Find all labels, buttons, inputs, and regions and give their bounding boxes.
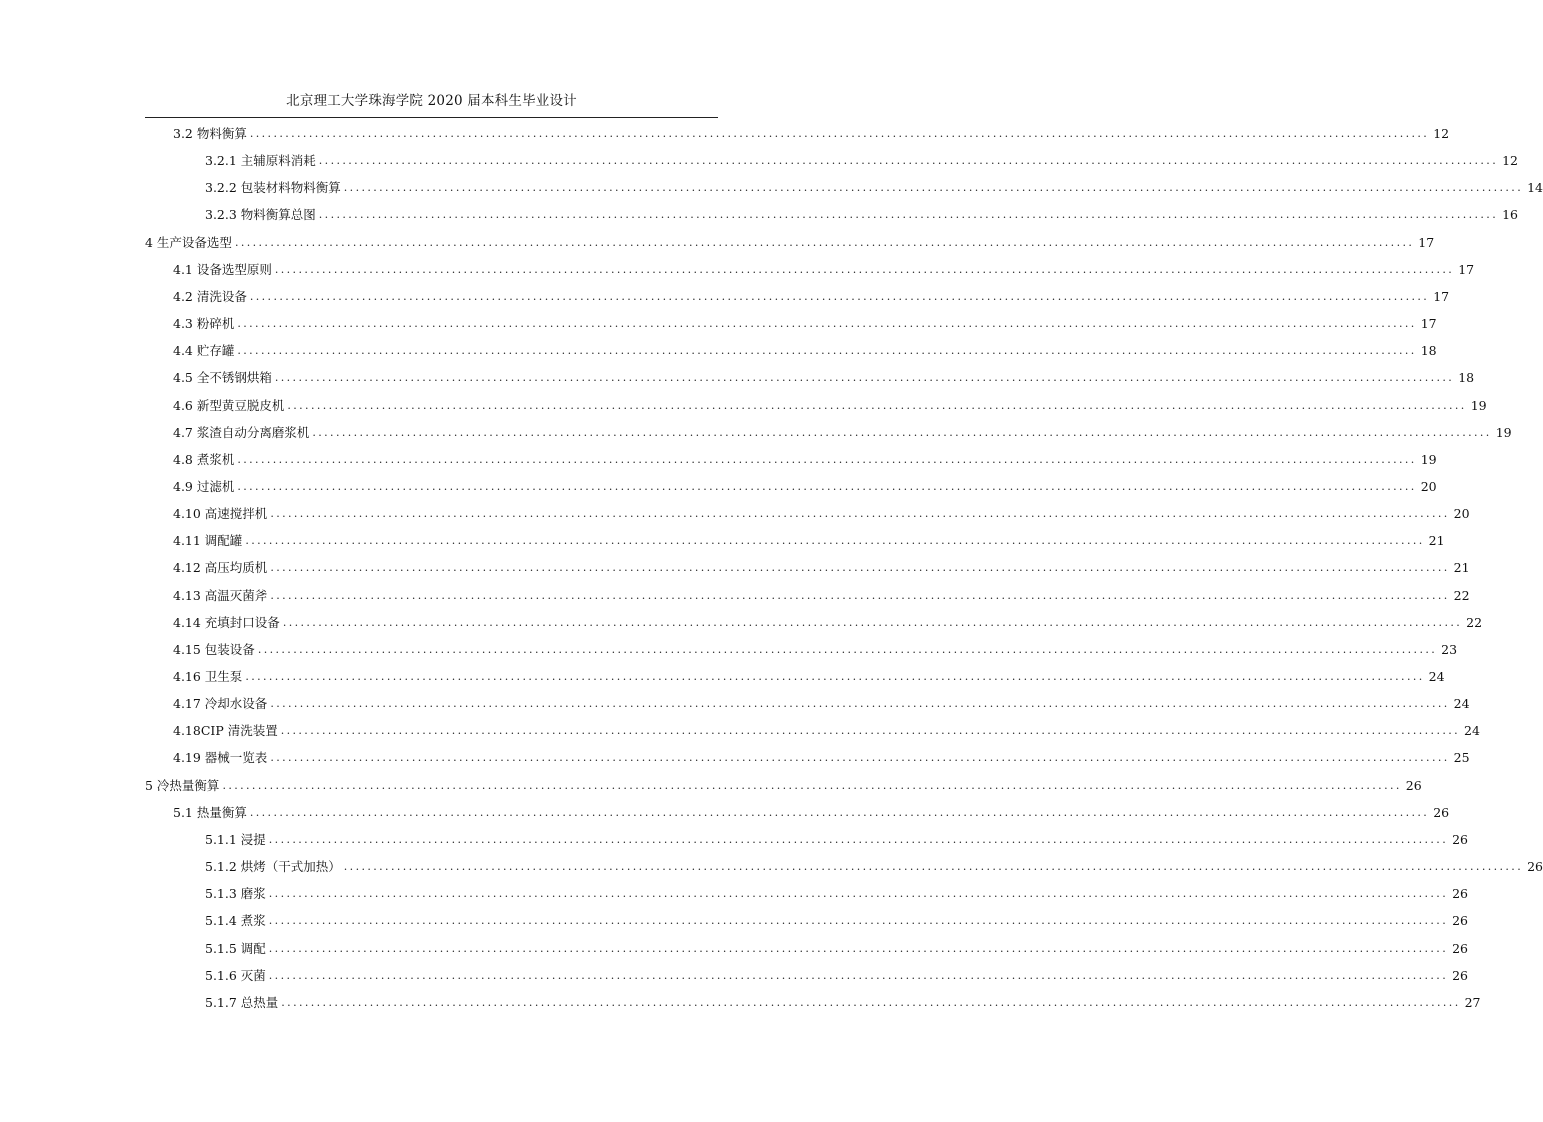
toc-entry-page-number: 26: [1527, 859, 1543, 875]
toc-entry-page-number: 17: [1418, 234, 1435, 250]
toc-entry-title: 4.9 过滤机: [173, 478, 235, 494]
toc-entry-page-number: 18: [1420, 343, 1437, 359]
toc-entry-page-number: 26: [1452, 967, 1469, 983]
toc-entry[interactable]: [205, 151, 1519, 171]
toc-entry[interactable]: [173, 721, 1480, 741]
toc-entry[interactable]: [173, 396, 1487, 416]
toc-entry-page-number: 19: [1420, 451, 1437, 467]
toc-entry[interactable]: [173, 368, 1475, 388]
toc-entry[interactable]: [173, 477, 1437, 497]
toc-dot-leader: ........................................................................................................................................................................................................: [274, 371, 1455, 385]
toc-entry-page-number: 19: [1470, 397, 1487, 413]
toc-entry-page-number: 26: [1405, 777, 1422, 793]
toc-entry-title: 4.6 新型黄豆脱皮机: [173, 397, 285, 413]
toc-dot-leader: ........................................................................................................................................................................................................: [343, 860, 1524, 874]
toc-entry[interactable]: [205, 884, 1469, 904]
toc-entry[interactable]: [205, 911, 1469, 931]
page-header: 北京理工大学珠海学院 2020 届本科生毕业设计: [286, 93, 577, 109]
toc-dot-leader: ........................................................................................................................................................................................................: [249, 805, 1430, 819]
toc-entry-title: 4.18CIP 清洗装置: [173, 723, 278, 739]
toc-entry-title: 4.10 高速搅拌机: [173, 506, 268, 522]
toc-entry[interactable]: [173, 314, 1437, 334]
toc-entry-title: 5.1.3 磨浆: [205, 886, 266, 902]
toc-dot-leader: ........................................................................................................................................................................................................: [274, 262, 1455, 276]
toc-entry-title: 4.8 煮浆机: [173, 451, 235, 467]
toc-dot-leader: ........................................................................................................................................................................................................: [222, 778, 1402, 792]
toc-entry-page-number: 26: [1433, 804, 1450, 820]
toc-entry-title: 4.11 调配罐: [173, 533, 243, 549]
toc-entry[interactable]: [173, 640, 1458, 660]
toc-entry-title: 4.16 卫生泵: [173, 669, 243, 684]
toc-entry-page-number: 26: [1452, 886, 1469, 902]
toc-entry[interactable]: [173, 586, 1470, 606]
toc-entry-page-number: 21: [1428, 533, 1445, 549]
toc-entry[interactable]: [173, 558, 1470, 578]
toc-entry-page-number: 26: [1452, 940, 1469, 956]
toc-dot-leader: ........................................................................................................................................................................................................: [234, 235, 1415, 249]
toc-entry[interactable]: [173, 124, 1450, 144]
toc-dot-leader: ........................................................................................................................................................................................................: [312, 425, 1492, 439]
toc-entry-page-number: 22: [1453, 587, 1470, 603]
toc-entry-title: 5 冷热量衡算: [145, 777, 220, 793]
toc-entry-title: 3.2 物料衡算: [173, 126, 247, 141]
toc-entry-page-number: 17: [1458, 261, 1475, 277]
toc-entry-title: 5.1.1 浸提: [205, 831, 266, 847]
toc-entry-title: 5.1 热量衡算: [173, 804, 247, 820]
toc-dot-leader: ........................................................................................................................................................................................................: [249, 289, 1430, 303]
toc-entry-page-number: 14: [1527, 180, 1543, 196]
toc-entry[interactable]: [173, 748, 1470, 768]
toc-entry-title: 4.13 高温灭菌斧: [173, 587, 268, 603]
toc-entry[interactable]: [173, 613, 1483, 633]
toc-dot-leader: ........................................................................................................................................................................................................: [237, 452, 1417, 466]
toc-entry-page-number: 20: [1420, 478, 1437, 494]
toc-entry-page-number: 16: [1502, 207, 1519, 223]
toc-dot-leader: ........................................................................................................................................................................................................: [280, 724, 1461, 738]
toc-entry[interactable]: [173, 450, 1437, 470]
toc-entry-page-number: 22: [1466, 614, 1483, 630]
toc-dot-leader: ........................................................................................................................................................................................................: [282, 615, 1463, 629]
toc-entry-page-number: 25: [1453, 750, 1470, 766]
toc-entry[interactable]: [173, 260, 1475, 280]
toc-entry[interactable]: [205, 205, 1519, 225]
toc-entry-page-number: 12: [1433, 126, 1450, 141]
toc-entry-page-number: 23: [1441, 641, 1458, 657]
toc-entry-page-number: 21: [1453, 560, 1470, 576]
toc-entry-page-number: 24: [1464, 723, 1480, 739]
toc-dot-leader: ........................................................................................................................................................................................................: [268, 968, 1449, 982]
toc-entry-title: 4.1 设备选型原则: [173, 261, 272, 277]
toc-dot-leader: ........................................................................................................................................................................................................: [281, 995, 1461, 1009]
toc-dot-leader: ........................................................................................................................................................................................................: [268, 887, 1449, 901]
toc-entry-title: 3.2.3 物料衡算总图: [205, 207, 316, 223]
toc-entry[interactable]: [173, 341, 1437, 361]
toc-entry-page-number: 19: [1495, 424, 1512, 440]
toc-entry-page-number: 27: [1464, 994, 1481, 1010]
toc-entry-title: 5.1.7 总热量: [205, 994, 279, 1010]
toc-dot-leader: ........................................................................................................................................................................................................: [318, 208, 1499, 222]
toc-dot-leader: ........................................................................................................................................................................................................: [268, 914, 1449, 928]
toc-entry-title: 5.1.2 烘烤（干式加热）: [205, 859, 341, 875]
toc-entry[interactable]: [173, 694, 1470, 714]
toc-entry[interactable]: [173, 667, 1445, 687]
toc-entry-title: 5.1.6 灭菌: [205, 967, 266, 983]
toc-entry-page-number: 17: [1433, 288, 1450, 304]
toc-entry-title: 3.2.2 包装材料物料衡算: [205, 180, 341, 196]
toc-entry[interactable]: [173, 803, 1450, 823]
toc-entry[interactable]: [205, 939, 1469, 959]
toc-dot-leader: ........................................................................................................................................................................................................: [245, 534, 1425, 548]
toc-dot-leader: ........................................................................................................................................................................................................: [237, 479, 1417, 493]
toc-dot-leader: ........................................................................................................................................................................................................: [270, 507, 1450, 521]
toc-entry-title: 4.12 高压均质机: [173, 560, 268, 576]
toc-entry-title: 4.14 充填封口设备: [173, 614, 280, 630]
toc-dot-leader: ........................................................................................................................................................................................................: [245, 670, 1425, 683]
toc-entry[interactable]: [173, 531, 1445, 551]
toc-entry[interactable]: [145, 776, 1422, 796]
toc-entry[interactable]: [205, 966, 1469, 986]
toc-entry-page-number: 26: [1452, 831, 1469, 847]
toc-entry-page-number: 24: [1453, 696, 1470, 712]
toc-entry[interactable]: [173, 504, 1470, 524]
toc-entry-title: 4.5 全不锈钢烘箱: [173, 370, 272, 386]
toc-entry[interactable]: [173, 287, 1450, 307]
toc-entry-title: 5.1.5 调配: [205, 940, 266, 956]
toc-dot-leader: ........................................................................................................................................................................................................: [318, 154, 1499, 168]
toc-entry-title: 4.15 包装设备: [173, 641, 255, 657]
toc-entry[interactable]: [205, 830, 1469, 850]
toc-entry-page-number: 20: [1453, 506, 1470, 522]
toc-entry-title: 4.19 器械一览表: [173, 750, 268, 766]
toc-entry-title: 4.4 贮存罐: [173, 343, 235, 359]
toc-dot-leader: ........................................................................................................................................................................................................: [268, 832, 1449, 846]
toc-entry-title: 3.2.1 主辅原料消耗: [205, 153, 316, 169]
toc-dot-leader: ........................................................................................................................................................................................................: [237, 344, 1417, 358]
toc-dot-leader: ........................................................................................................................................................................................................: [257, 642, 1438, 656]
toc-dot-leader: ........................................................................................................................................................................................................: [268, 941, 1449, 955]
toc-entry-page-number: 18: [1458, 370, 1475, 386]
toc-entry-title: 4 生产设备选型: [145, 234, 232, 250]
toc-dot-leader: ........................................................................................................................................................................................................: [270, 751, 1450, 765]
toc-entry-title: 4.17 冷却水设备: [173, 696, 268, 712]
toc-dot-leader: ........................................................................................................................................................................................................: [343, 181, 1524, 195]
toc-entry[interactable]: [205, 857, 1543, 877]
toc-entry-title: 4.2 清洗设备: [173, 288, 247, 304]
toc-entry-title: 4.3 粉碎机: [173, 316, 235, 332]
toc-dot-leader: ........................................................................................................................................................................................................: [270, 697, 1450, 711]
toc-dot-leader: ........................................................................................................................................................................................................: [270, 588, 1450, 602]
toc-dot-leader: ........................................................................................................................................................................................................: [270, 561, 1450, 575]
toc-entry[interactable]: [205, 993, 1481, 1013]
toc-entry[interactable]: [205, 178, 1543, 198]
toc-entry-title: 4.7 浆渣自动分离磨浆机: [173, 424, 310, 440]
toc-entry[interactable]: [173, 423, 1512, 443]
toc-entry-page-number: 12: [1502, 153, 1519, 169]
toc-entry-page-number: 26: [1452, 913, 1469, 929]
toc-entry[interactable]: [145, 233, 1435, 253]
toc-entry-page-number: 24: [1428, 669, 1445, 684]
toc-dot-leader: ........................................................................................................................................................................................................: [249, 127, 1430, 140]
toc-entry-page-number: 17: [1420, 316, 1437, 332]
toc-dot-leader: ........................................................................................................................................................................................................: [287, 398, 1467, 412]
toc-entry-title: 5.1.4 煮浆: [205, 913, 266, 929]
toc-dot-leader: ........................................................................................................................................................................................................: [237, 317, 1417, 331]
